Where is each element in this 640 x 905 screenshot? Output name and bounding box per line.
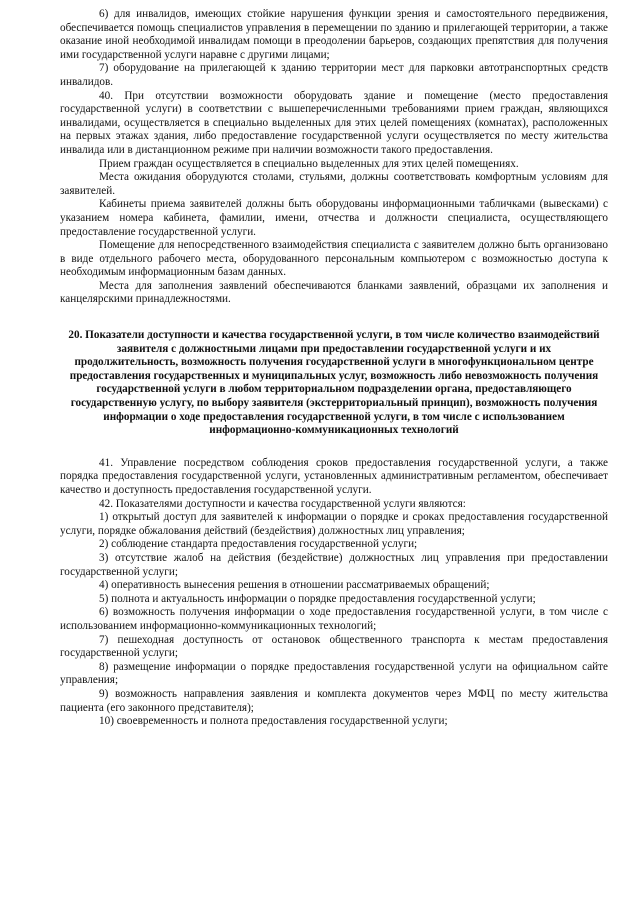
list-item-8: 8) размещение информации о порядке предоставления государственной услуги на официальном сайте управления; <box>60 660 608 687</box>
list-item-10: 10) своевременность и полнота предоставления государственной услуги; <box>99 715 448 728</box>
list-item-9: 9) возможность направления заявления и комплекта документов через МФЦ по месту жительства пациента (его законного представителя); <box>60 687 608 714</box>
list-item-3: 3) отсутствие жалоб на действия (бездействие) должностных лиц управления при предоставлении государственной услуги; <box>60 551 608 578</box>
paragraph-41: 41. Управление посредством соблюдения сроков предоставления государственной услуги, а также порядка предоставления государственной услуги, установленных административным регламентом, обеспечивает качество и доступность предоставления государственной услуги. <box>60 456 608 496</box>
paragraph-application-forms: Места для заполнения заявлений обеспечиваются бланками заявлений, образцами их заполнения и канцелярскими принадлежностями. <box>60 279 608 306</box>
list-item-7: 7) пешеходная доступность от остановок общественного транспорта к местам предоставления государственной услуги; <box>60 633 608 660</box>
paragraph-workplace: Помещение для непосредственного взаимодействия специалиста с заявителем должно быть организовано в виде отдельного рабочего места, оборудованного персональным компьютером с возможностью доступа к необходимым информационным базам данных. <box>60 239 608 279</box>
document-page <box>60 8 608 729</box>
paragraph-reception-rooms: Прием граждан осуществляется в специально выделенных для этих целей помещениях. <box>99 157 519 170</box>
list-item-6: 6) возможность получения информации о ходе предоставления государственной услуги, в том числе с использованием информационно-коммуникационных технологий; <box>60 606 608 632</box>
paragraph-42: 42. Показателями доступности и качества государственной услуги являются: <box>99 497 466 510</box>
paragraph-item-7-parking: 7) оборудование на прилегающей к зданию территории мест для парковки автотранспортных средств инвалидов. <box>60 62 608 88</box>
paragraph-item-6-visually-impaired: 6) для инвалидов, имеющих стойкие нарушения функции зрения и самостоятельного передвижения, обеспечивается помощь специалистов управления в перемещении по зданию и прилегающей территории, а также оказание иной необходимой инвалидам помощи в преодолении барьеров, создающих препятствия для получения ими государственной услуги наравне с другими лицами; <box>60 8 608 61</box>
list-item-1: 1) открытый доступ для заявителей к информации о порядке и сроках предоставления государственной услуги, порядке обжалования действий (бездействия) должностных лиц управления; <box>60 511 608 537</box>
paragraph-40: 40. При отсутствии возможности оборудовать здание и помещение (место предоставления государственной услуги) в соответствии с вышеперечисленными требованиями прием граждан, являющихся инвалидами, осуществляется в специально выделенных для этих целей помещениях (комнатах), расположенных на первых этажах здания, либо предоставление государственной услуги осуществляется по месту жительства инвалида или в дистанционном режиме при наличии возможности такого предоставления. <box>60 89 608 156</box>
list-item-2: 2) соблюдение стандарта предоставления государственной услуги; <box>99 538 418 551</box>
list-item-5: 5) полнота и актуальность информации о порядке предоставления государственной услуги; <box>99 592 536 605</box>
paragraph-waiting-areas: Места ожидания оборудуются столами, стульями, должны соответствовать комфортным условиям для заявителей. <box>60 171 608 197</box>
list-item-4: 4) оперативность вынесения решения в отношении рассматриваемых обращений; <box>99 579 490 592</box>
section-20-heading: 20. Показатели доступности и качества государственной услуги, в том числе количество взаимодействий заявителя с должностными лицами при предоставлении государственной услуги и их продолжительность, возможность получения государственной услуги в многофункциональном центре предоставления государственных и муниципальных услуг, возможность либо невозможность получения государственной услуги в любом территориальном подразделении органа, предоставляющего государственную услугу, по выбору заявителя (экстерриториальный принцип), возможность получения информации о ходе предоставления государственной услуги, в том числе с использованием информационно-коммуникационных технологий <box>68 329 600 437</box>
paragraph-office-signs: Кабинеты приема заявителей должны быть оборудованы информационными табличками (вывесками) с указанием номера кабинета, фамилии, имени, отчества и должности специалиста, осуществляющего предоставление государственной услуги. <box>60 198 608 238</box>
